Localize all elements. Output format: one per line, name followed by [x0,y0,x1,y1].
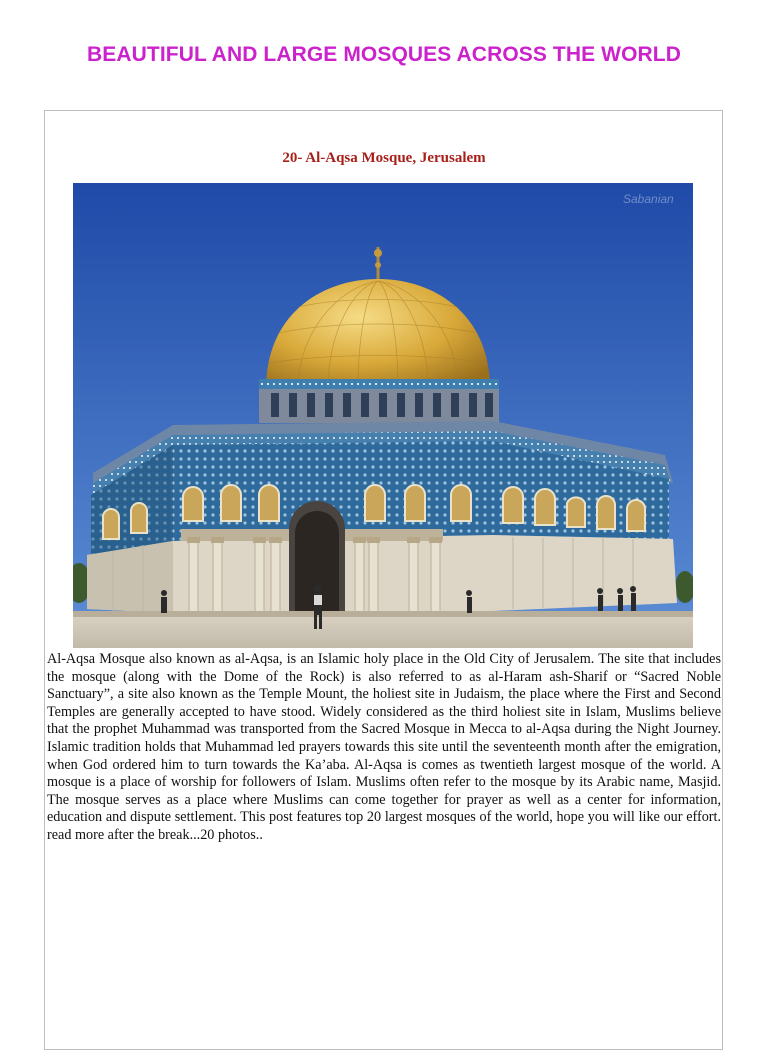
mosque-photo [73,183,693,648]
photo-watermark: Sabanian [623,192,674,206]
page-title: BEAUTIFUL AND LARGE MOSQUES ACROSS THE WORLD [87,43,681,66]
article-body: Al-Aqsa Mosque also known as al-Aqsa, is an Islamic holy place in the Old City of Jerusalem. The site that includes the mosque (along with the Dome of the Rock) is also referred to as al-Haram ash-Sharif or “Sacred Noble Sanctuary”, a site also known as the Temple Mount, the holiest site in Judaism, the place where the First and Second Temples are generally accepted to have stood. Widely considered as the third holiest site in Islam, Muslims believe that the prophet Muhammad was transported from the Sacred Mosque in Mecca to al-Aqsa during the Night Journey. Islamic tradition holds that Muhammad led prayers towards this site until the seventeenth month after the emigration, when God ordered him to turn towards the Ka’aba. Al-Aqsa is comes as twentieth largest mosque of the world. A mosque is a place of worship for followers of Islam. Muslims often refer to the mosque by its Arabic name, Masjid. The mosque serves as a place where Muslims can come together for prayer as well as a center for information, education and dispute settlement. This post features top 20 largest mosques of the world, hope you will like our effort. read more after the break...20 photos.. [47,651,721,843]
photo-caption: 20- Al-Aqsa Mosque, Jerusalem [282,150,486,166]
